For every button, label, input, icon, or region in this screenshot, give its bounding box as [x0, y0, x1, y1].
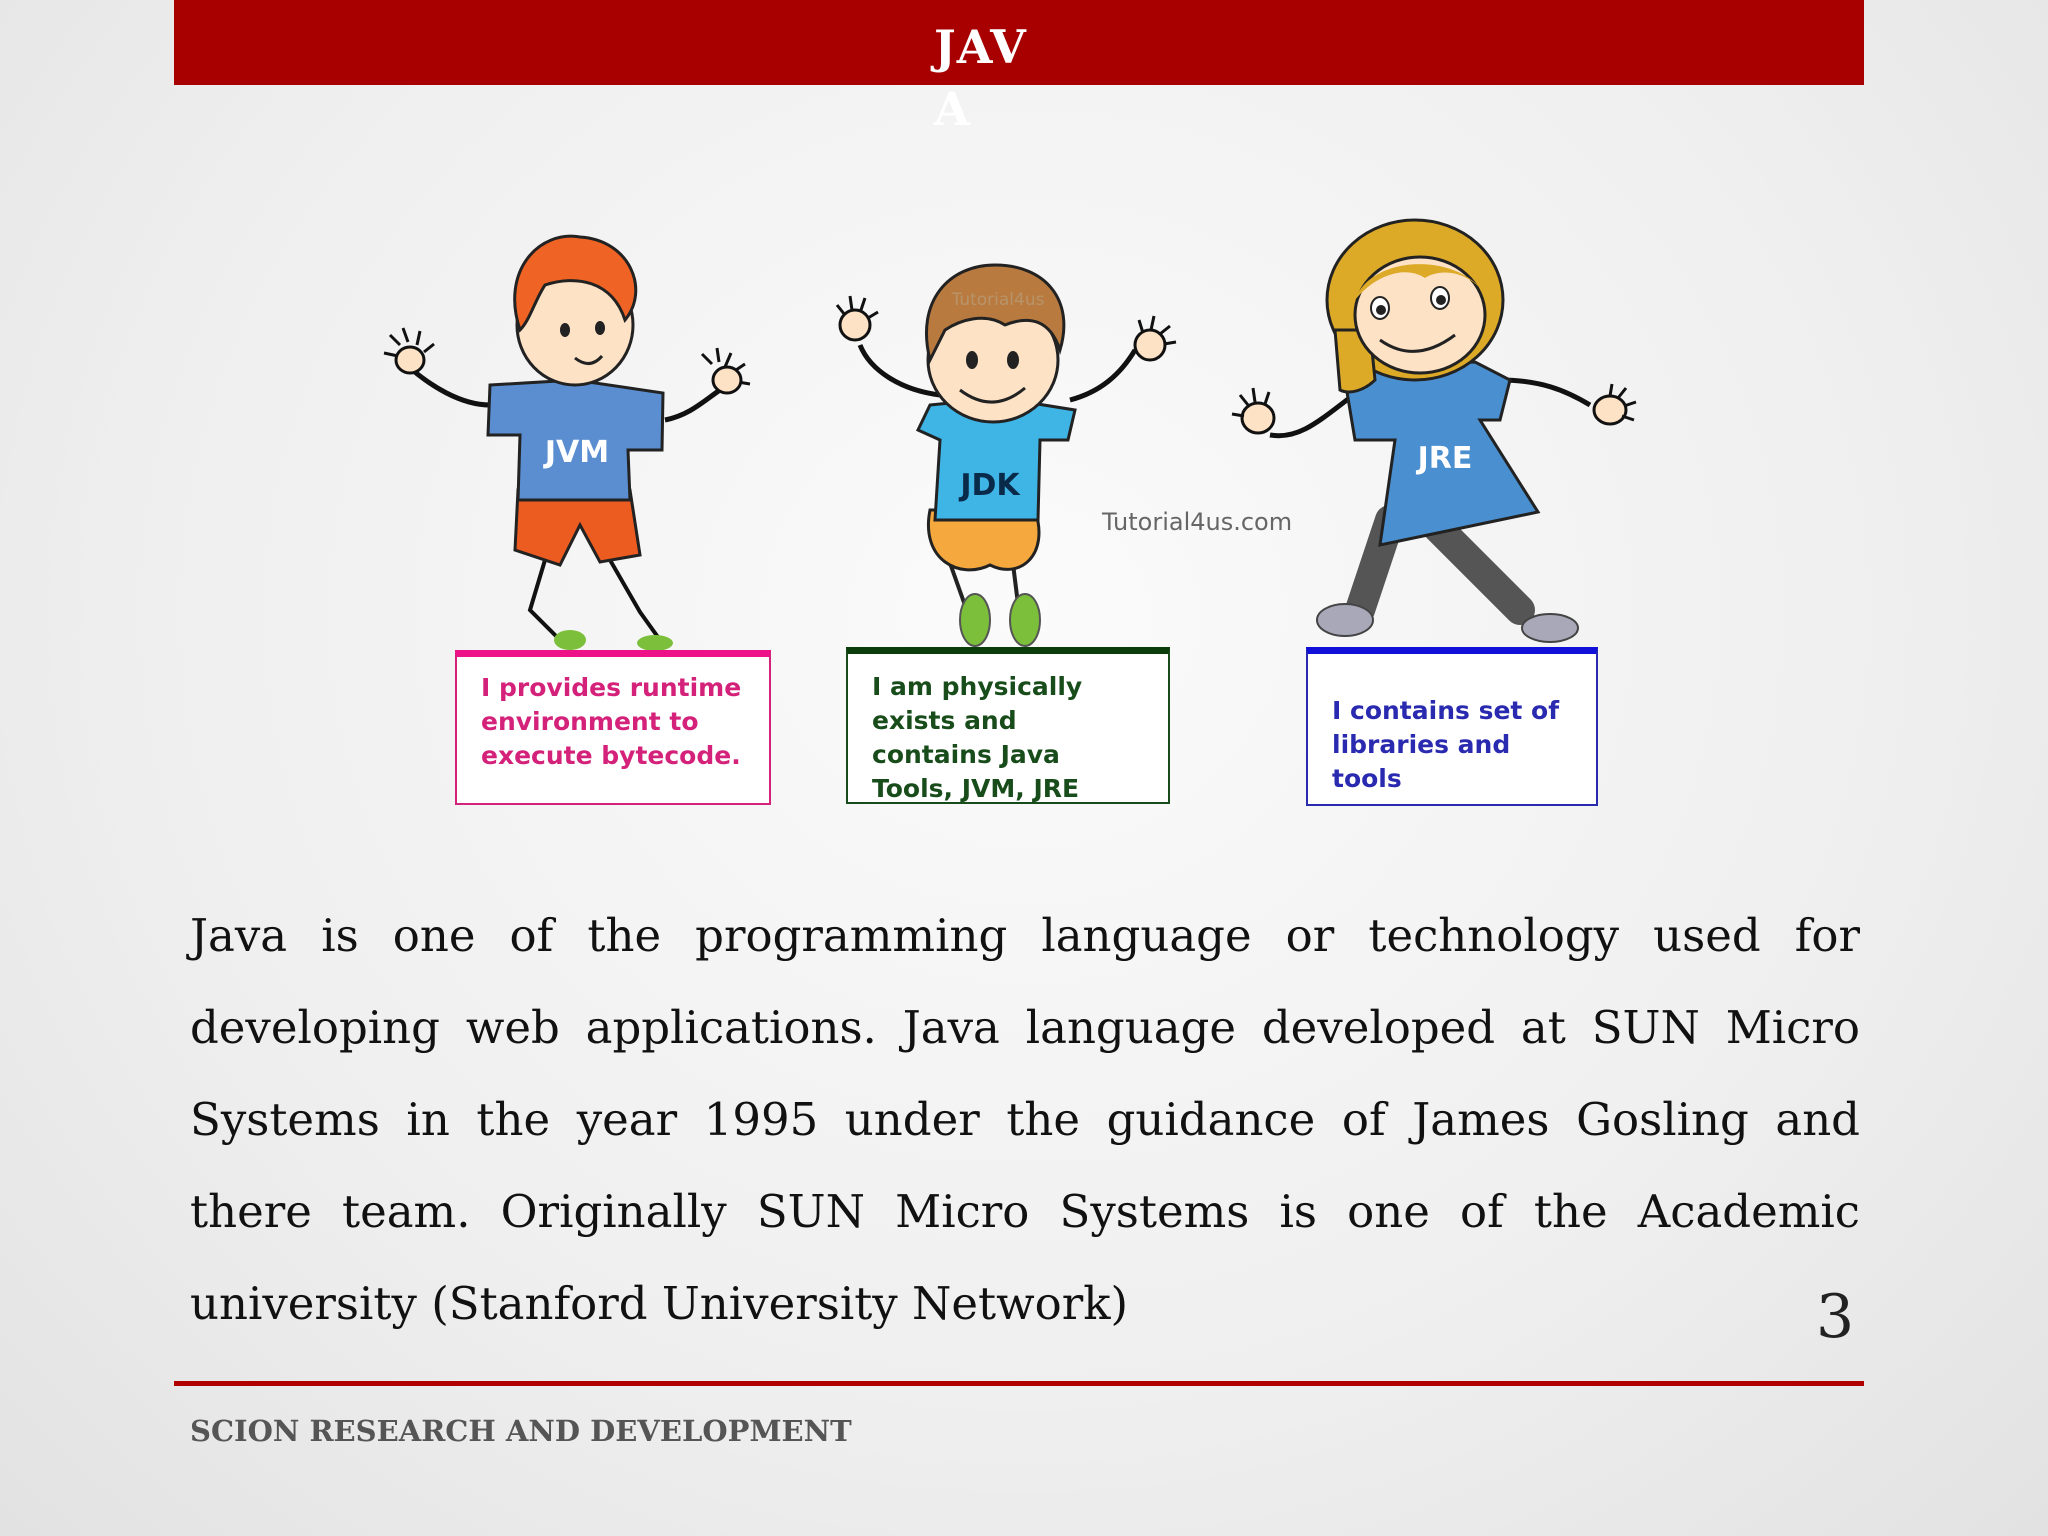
body-paragraph: Java is one of the programming language or technology used for developing web applications. Java language developed at SUN Micro Systems in the year 1995 under the guidance of James Gosling and there team. Originally SUN Micro Systems is one of the Academic university (Stanford University Network): [190, 909, 1860, 1330]
jdk-shirt-label: JDK: [960, 468, 1020, 503]
page-number: 3: [1816, 1282, 1855, 1352]
watermark: Tutorial4us.com: [1102, 508, 1293, 536]
watermark-small: Tutorial4us: [951, 290, 1045, 310]
slide-title: JAVA: [934, 20, 1027, 136]
footer-divider: [174, 1381, 1864, 1386]
jdk-caption: I am physically exists and contains Java Tools, JVM, JRE: [846, 647, 1170, 804]
jre-character: [1232, 220, 1636, 642]
jre-caption: I contains set of libraries and tools: [1306, 647, 1598, 806]
jvm-character: [384, 236, 750, 651]
jre-shirt-label: JRE: [1417, 441, 1473, 476]
footer-org-name: SCION RESEARCH AND DEVELOPMENT: [190, 1414, 852, 1448]
jvm-caption: I provides runtime environment to execute bytecode.: [455, 650, 771, 805]
jdk-character: [837, 265, 1176, 646]
java-kids-illustration: [370, 190, 1670, 660]
jvm-shirt-label: JVM: [544, 435, 610, 470]
